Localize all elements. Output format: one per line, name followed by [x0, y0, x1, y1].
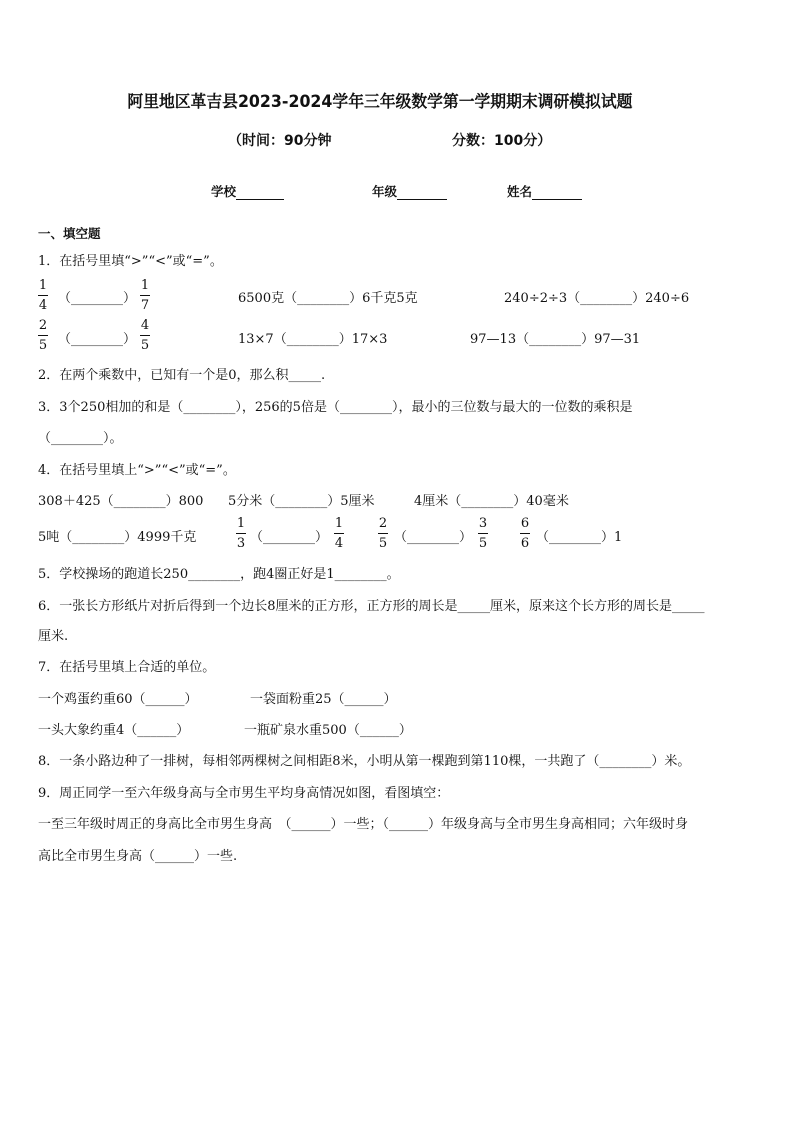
q2-text: 2．在两个乘数中，已知有一个是0，那么积_____. — [38, 368, 326, 383]
q9-line1: 一至三年级时周正的身高比全市男生身高 （______）一些；（______）年级身高与全市男生身高相同；六年级时身 — [38, 817, 689, 832]
q1-r1c3[interactable]: 240÷2÷3（________）240÷6 — [504, 291, 690, 306]
denominator: 5 — [478, 536, 488, 551]
q5-text: 5．学校操场的跑道长250________，跑4圈正好是1________。 — [38, 567, 400, 582]
q7-d[interactable]: 一瓶矿泉水重500（______） — [244, 723, 412, 738]
q1-blank-2[interactable]: （________） — [58, 332, 137, 347]
page-title: 阿里地区革吉县2023-2024学年三年级数学第一学期期末调研模拟试题 — [127, 92, 633, 111]
q1-r1c2-right: 6千克5克 — [362, 291, 418, 306]
q7-b[interactable]: 一袋面粉重25（______） — [250, 692, 397, 707]
school-field — [211, 182, 284, 200]
q4-d[interactable]: 5吨（________）4999千克 — [38, 530, 197, 545]
numerator: 1 — [140, 278, 150, 293]
q7-a[interactable]: 一个鸡蛋约重60（______） — [38, 692, 198, 707]
denominator: 6 — [520, 536, 530, 551]
q4-c[interactable]: 4厘米（________）40毫米 — [414, 494, 569, 509]
q1-r2c3[interactable]: 97—13（________）97—31 — [470, 332, 641, 347]
q4-stem: 4．在括号里填上“>”“<”或“=”。 — [38, 463, 236, 478]
name-label: 姓名 — [507, 184, 533, 199]
q4-fraction-4 — [478, 516, 488, 551]
q9-stem: 9．周正同学一至六年级身高与全市男生平均身高情况如图，看图填空： — [38, 786, 450, 801]
q4-fraction-3 — [378, 516, 388, 551]
numerator: 4 — [140, 318, 150, 333]
grade-blank[interactable] — [397, 199, 447, 200]
q1-fraction-4 — [140, 318, 150, 353]
q1-stem: 1．在括号里填“>”“<”或“=”。 — [38, 254, 223, 269]
numerator: 1 — [236, 516, 246, 531]
denominator: 4 — [38, 298, 48, 313]
q9-line2: 高比全市男生身高（______）一些. — [38, 849, 238, 864]
q1-r1c2-left[interactable]: 6500克（________） — [238, 291, 363, 306]
exam-time: （时间：90分钟 — [228, 133, 332, 149]
q1-fraction-3 — [38, 318, 48, 353]
q1-blank-1[interactable]: （________） — [58, 291, 137, 306]
denominator: 3 — [236, 536, 246, 551]
q8-text: 8．一条小路边种了一排树，每相邻两棵树之间相距8米，小明从第一棵跑到第110棵，一共跑了（________）米。 — [38, 754, 691, 769]
q4-fraction-1 — [236, 516, 246, 551]
q4-fraction-2 — [334, 516, 344, 551]
numerator: 2 — [378, 516, 388, 531]
q6-line1: 6．一张长方形纸片对折后得到一个边长8厘米的正方形，正方形的周长是_____厘米，原来这个长方形的周长是_____ — [38, 599, 705, 614]
denominator: 5 — [378, 536, 388, 551]
numerator: 1 — [334, 516, 344, 531]
grade-label: 年级 — [372, 184, 398, 199]
q4-b[interactable]: 5分米（________）5厘米 — [228, 494, 375, 509]
q4-a[interactable]: 308＋425（________）800 — [38, 494, 204, 509]
q7-c[interactable]: 一头大象约重4（______） — [38, 723, 190, 738]
q1-fraction-1 — [38, 278, 48, 313]
numerator: 2 — [38, 318, 48, 333]
section-heading: 一、填空题 — [38, 226, 101, 241]
q4-blank-2[interactable]: （________） — [394, 530, 473, 545]
q1-r1c2 — [238, 287, 418, 306]
school-label: 学校 — [211, 184, 237, 199]
q1-fraction-2 — [140, 278, 150, 313]
grade-field — [372, 182, 447, 200]
q4-blank-3[interactable]: （________）1 — [536, 530, 623, 545]
name-field — [507, 182, 582, 200]
numerator: 6 — [520, 516, 530, 531]
denominator: 4 — [334, 536, 344, 551]
q7-stem: 7．在括号里填上合适的单位。 — [38, 660, 216, 675]
q6-line2: 厘米. — [38, 629, 69, 644]
numerator: 1 — [38, 278, 48, 293]
q1-r2c2[interactable]: 13×7（________）17×3 — [238, 332, 388, 347]
school-blank[interactable] — [236, 199, 284, 200]
numerator: 3 — [478, 516, 488, 531]
name-blank[interactable] — [532, 199, 582, 200]
q3-line2[interactable]: （________）。 — [38, 431, 123, 446]
q3-line1: 3．3个250相加的和是（________），256的5倍是（________），最小的三位数与最大的一位数的乘积是 — [38, 400, 633, 415]
denominator: 7 — [140, 298, 150, 313]
q4-blank-1[interactable]: （________） — [250, 530, 329, 545]
denominator: 5 — [38, 338, 48, 353]
exam-score: 分数：100分） — [452, 133, 552, 149]
q4-fraction-5 — [520, 516, 530, 551]
denominator: 5 — [140, 338, 150, 353]
